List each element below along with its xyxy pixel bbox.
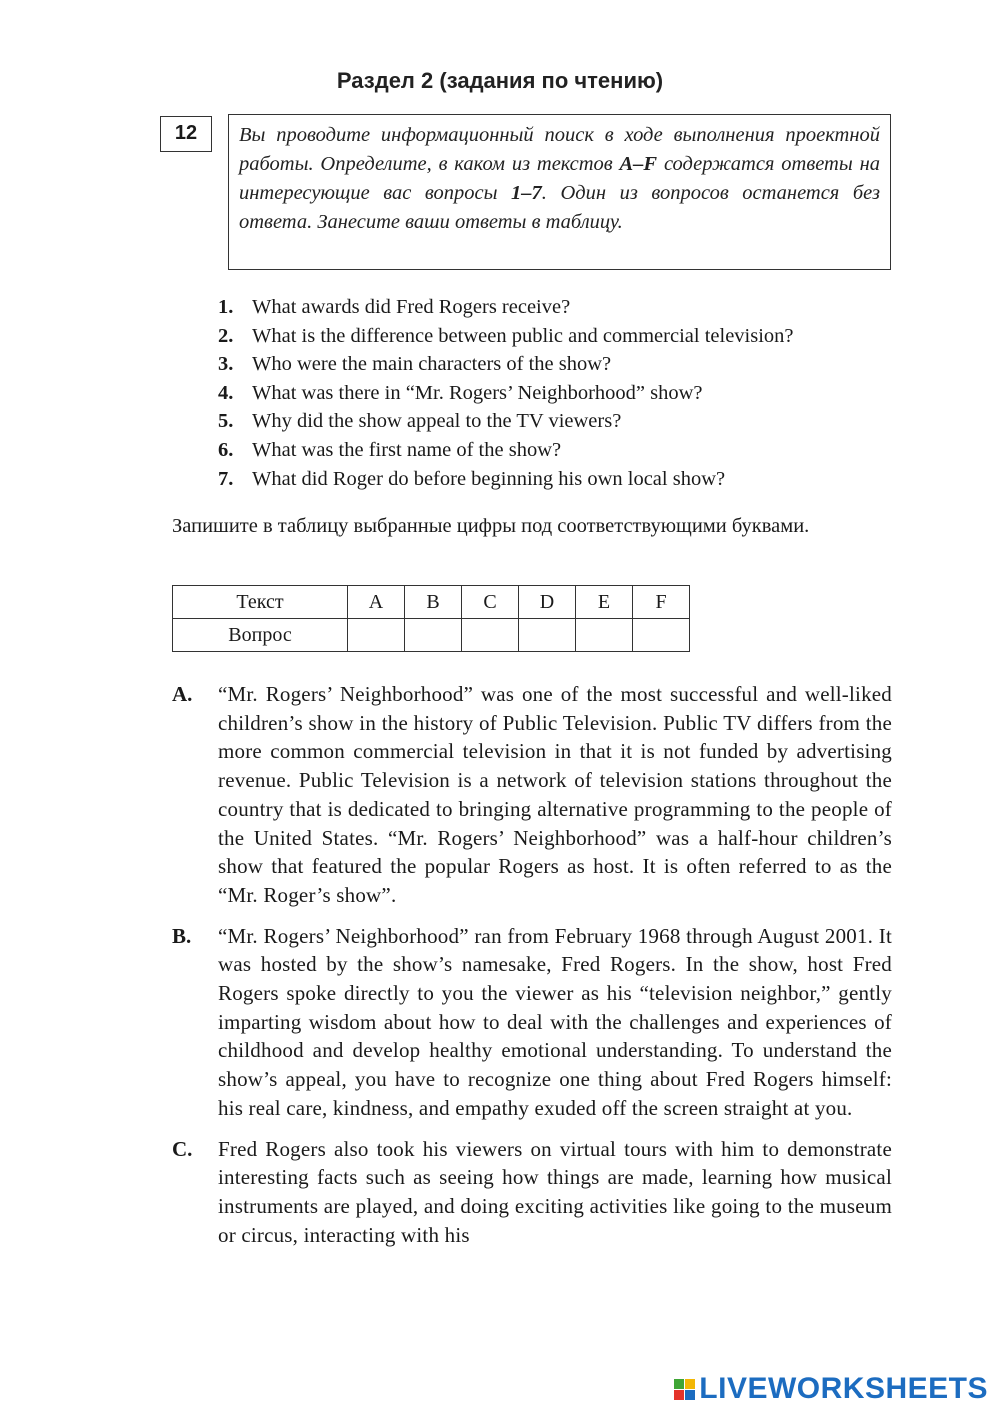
text-letter: A. [172, 682, 193, 706]
text-item-c [172, 1135, 892, 1250]
question-text: What did Roger do before beginning his own local show? [252, 467, 726, 490]
answer-cell-c[interactable] [462, 619, 519, 652]
question-item [218, 436, 794, 465]
column-letter-e: E [576, 586, 633, 619]
question-item [218, 350, 794, 379]
section-title: Раздел 2 (задания по чтению) [336, 68, 664, 93]
row-label-question: Вопрос [173, 619, 348, 652]
question-list [218, 293, 794, 493]
question-number: 7. [218, 467, 234, 490]
text-item-a [172, 680, 892, 910]
answer-table-input-row [173, 619, 690, 652]
texts-range: A–F [619, 153, 658, 175]
answer-table-header-row [173, 586, 690, 619]
logo-squares-icon [674, 1379, 695, 1400]
question-number: 5. [218, 410, 234, 433]
text-body: Fred Rogers also took his viewers on virtual tours with him to demonstrate interesting facts such as seeing how things are made, learning how musical instruments are played, and doing exciting activities like going to the museum or circus, interacting with his [218, 1136, 892, 1247]
instructions-part-1: Вы проводите информационный поиск в ходе выполнения проектной работы. Определите, в каком из текстов [239, 124, 880, 175]
logo-square [685, 1379, 695, 1389]
answer-cell-e[interactable] [576, 619, 633, 652]
text-item-b [172, 922, 892, 1123]
question-item [218, 465, 794, 494]
question-text: What was the first name of the show? [252, 438, 562, 461]
text-body: “Mr. Rogers’ Neighborhood” ran from February 1968 through August 2001. It was hosted by the show’s namesake, Fred Rogers. In the show, host Fred Rogers spoke directly to you the viewer as his “television neighbor,” gently imparting wisdom about how to deal with the challenges and experiences of childhood and develop healthy emotional understanding. To understand the show’s appeal, you have to recognize one thing about Fred Rogers himself: his real care, kindness, and empathy exuded off the screen straight at you. [218, 923, 892, 1120]
column-letter-b: B [405, 586, 462, 619]
instructions-part-3: . Один из вопросов останется без ответа. Занесите ваши ответы в таблицу. [239, 182, 880, 233]
logo-text: LIVEWORKSHEETS [699, 1372, 988, 1405]
text-body: “Mr. Rogers’ Neighborhood” was one of the most successful and well-liked children’s show in the history of Public Television. Public TV differs from the more common commercial television in that it is not funded by advertising revenue. Public Television is a network of television stations throughout the country that is dedicated to bringing alternative programming to the people of the United States. “Mr. Rogers’ Neighborhood” was a half-hour children’s show that featured the popular Rogers as host. It is often referred to as the “Mr. Roger’s show”. [218, 682, 892, 907]
answer-cell-b[interactable] [405, 619, 462, 652]
question-item [218, 293, 794, 322]
question-text: What was there in “Mr. Rogers’ Neighborhood” show? [252, 381, 703, 404]
question-number: 4. [218, 381, 234, 404]
answer-table [172, 585, 690, 652]
question-number: 1. [218, 296, 234, 318]
text-letter: B. [172, 923, 192, 948]
reading-texts [172, 680, 892, 1261]
row-label-text: Текст [173, 586, 348, 619]
instructions-part-2: содержатся ответы на интересующие вас вопросы [239, 153, 880, 204]
column-letter-d: D [519, 586, 576, 619]
column-letter-a: A [348, 586, 405, 619]
task-number: 12 [160, 116, 212, 152]
text-letter: C. [172, 1136, 193, 1161]
questions-range: 1–7 [511, 182, 542, 204]
question-text: Who were the main characters of the show? [252, 353, 612, 376]
answer-cell-f[interactable] [633, 619, 690, 652]
question-item [218, 407, 794, 436]
answer-cell-d[interactable] [519, 619, 576, 652]
column-letter-f: F [633, 586, 690, 619]
question-number: 3. [218, 353, 234, 376]
column-letter-c: C [462, 586, 519, 619]
liveworksheets-logo [674, 1372, 988, 1406]
logo-square [674, 1379, 684, 1389]
answer-cell-a[interactable] [348, 619, 405, 652]
question-number: 2. [218, 324, 234, 347]
question-text: Why did the show appeal to the TV viewers? [252, 410, 622, 433]
table-instruction: Запишите в таблицу выбранные цифры под соответствующими буквами. [172, 515, 810, 537]
question-text: What is the difference between public and commercial television? [252, 324, 794, 347]
question-number: 6. [218, 438, 234, 461]
question-item [218, 322, 794, 351]
task-instructions [228, 114, 891, 270]
question-item [218, 379, 794, 408]
logo-square [674, 1390, 684, 1400]
logo-square [685, 1390, 695, 1400]
question-text: What awards did Fred Rogers receive? [252, 296, 571, 318]
